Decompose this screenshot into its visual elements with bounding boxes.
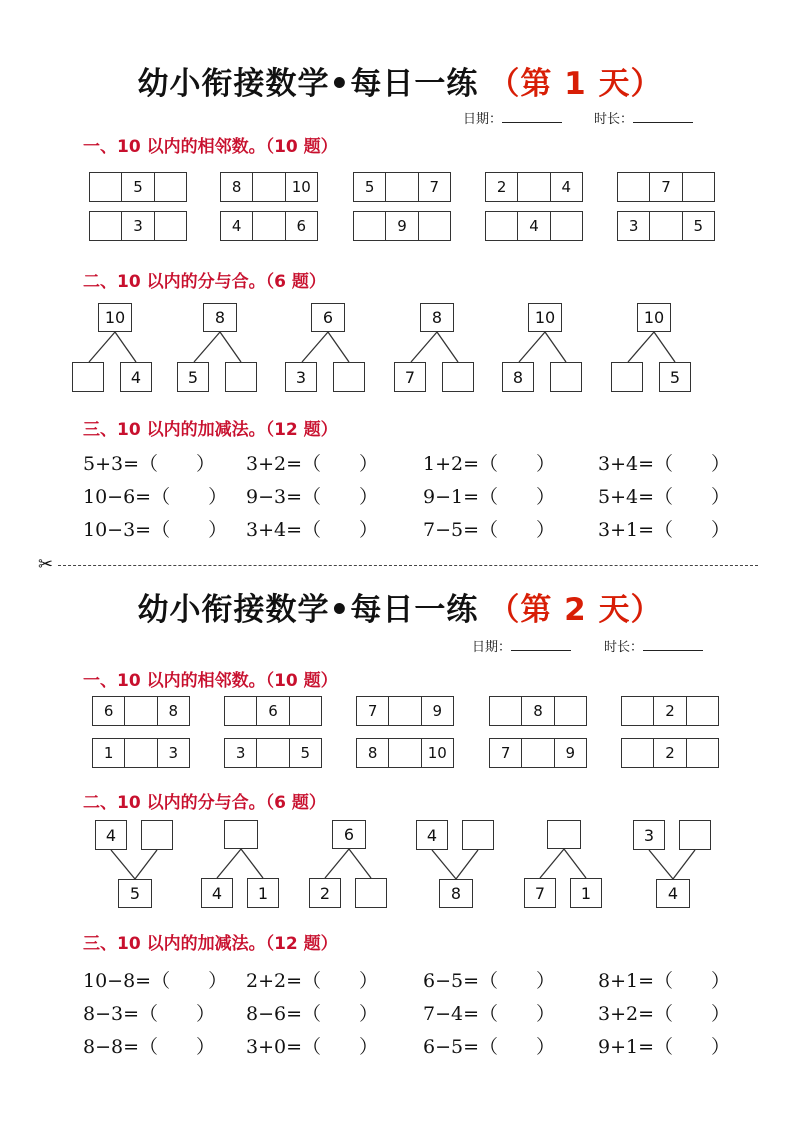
blank-cell[interactable] <box>555 697 586 725</box>
connector-line <box>628 332 654 362</box>
number-box: 4 <box>201 878 233 908</box>
connector-line <box>89 332 115 362</box>
connector-line <box>115 332 136 362</box>
number-cell: 3 <box>168 744 179 762</box>
equation-item[interactable]: 5+3=（ ） <box>83 453 216 475</box>
blank-box[interactable] <box>442 362 474 392</box>
equation-item[interactable]: 9+1=（ ） <box>598 1036 731 1058</box>
day2-title-text: 幼小衔接数学•每日一练 <box>137 592 479 628</box>
connector-line <box>194 332 220 362</box>
number-triple <box>89 172 187 202</box>
number-cell: 6 <box>93 697 125 725</box>
day1-date-field <box>463 108 562 127</box>
blank-cell[interactable] <box>687 697 718 725</box>
day1-date-label: 日期： <box>463 112 503 127</box>
blank-cell[interactable] <box>522 739 554 767</box>
blank-cell[interactable] <box>155 212 186 240</box>
blank-cell[interactable] <box>618 173 650 201</box>
blank-box[interactable] <box>225 362 257 392</box>
number-box: 5 <box>177 362 209 392</box>
number-cell: 2 <box>486 173 518 201</box>
number-triple <box>617 172 715 202</box>
cut-line <box>58 565 758 566</box>
equation-item[interactable]: 10−8=（ ） <box>83 970 228 992</box>
number-cell: 5 <box>693 217 704 235</box>
equation-item[interactable]: 3+2=（ ） <box>246 453 379 475</box>
equation-item[interactable]: 8−3=（ ） <box>83 1003 216 1025</box>
day2-title <box>0 584 800 629</box>
equation-item[interactable]: 8−8=（ ） <box>83 1036 216 1058</box>
day2-date-label: 日期： <box>472 640 512 655</box>
equation-item[interactable]: 9−3=（ ） <box>246 486 379 508</box>
number-cell: 10 <box>291 178 311 196</box>
day2-duration-label: 时长： <box>604 640 644 655</box>
number-cell: 7 <box>429 178 440 196</box>
blank-cell[interactable] <box>389 739 421 767</box>
equation-item[interactable]: 10−6=（ ） <box>83 486 228 508</box>
day2-section1-title: 一、10 以内的相邻数。（10 题） <box>83 671 338 691</box>
number-cell: 3 <box>225 739 257 767</box>
connector-line <box>111 850 135 879</box>
day1-date-blank[interactable] <box>502 110 562 123</box>
day1-section1-title: 一、10 以内的相邻数。（10 题） <box>83 137 338 157</box>
number-cell: 4 <box>221 212 253 240</box>
number-cell: 8 <box>522 697 554 725</box>
number-cell: 8 <box>168 702 179 720</box>
blank-cell[interactable] <box>125 697 157 725</box>
number-box: 6 <box>332 820 366 849</box>
number-cell: 9 <box>386 212 418 240</box>
number-box: 4 <box>656 879 690 908</box>
blank-box[interactable] <box>333 362 365 392</box>
number-triple <box>224 738 322 768</box>
number-cell: 4 <box>561 178 572 196</box>
number-cell: 5 <box>300 744 311 762</box>
day1-title-text: 幼小衔接数学•每日一练 <box>137 66 479 102</box>
blank-cell[interactable] <box>622 739 654 767</box>
number-box: 5 <box>118 879 152 908</box>
number-cell: 5 <box>122 173 154 201</box>
number-box: 10 <box>528 303 562 332</box>
blank-cell[interactable] <box>386 173 418 201</box>
equation-item[interactable]: 3+0=（ ） <box>246 1036 379 1058</box>
number-cell: 9 <box>565 744 576 762</box>
equation-item[interactable]: 7−5=（ ） <box>423 519 556 541</box>
blank-box[interactable] <box>611 362 643 392</box>
equation-item[interactable]: 1+2=（ ） <box>423 453 556 475</box>
blank-cell[interactable] <box>486 212 518 240</box>
number-cell: 7 <box>490 739 522 767</box>
blank-cell[interactable] <box>622 697 654 725</box>
equation-item[interactable]: 10−3=（ ） <box>83 519 228 541</box>
day1-day-label: （第 1 天） <box>488 66 663 102</box>
equation-item[interactable]: 8+1=（ ） <box>598 970 731 992</box>
day2-duration-field <box>604 636 703 655</box>
blank-box[interactable] <box>224 820 258 849</box>
connector-line <box>328 332 349 362</box>
number-box: 10 <box>637 303 671 332</box>
day2-section3-title: 三、10 以内的加减法。（12 题） <box>83 934 338 954</box>
number-cell: 4 <box>518 212 550 240</box>
number-cell: 2 <box>654 739 686 767</box>
number-box: 2 <box>309 878 341 908</box>
number-triple <box>92 738 190 768</box>
equation-item[interactable]: 8−6=（ ） <box>246 1003 379 1025</box>
number-triple <box>489 738 587 768</box>
day2-date-blank[interactable] <box>511 638 571 651</box>
number-box: 6 <box>311 303 345 332</box>
connector-line <box>302 332 328 362</box>
blank-cell[interactable] <box>225 697 257 725</box>
number-box: 4 <box>120 362 152 392</box>
number-box: 8 <box>502 362 534 392</box>
equation-item[interactable]: 6−5=（ ） <box>423 970 556 992</box>
blank-cell[interactable] <box>419 212 450 240</box>
connector-line <box>411 332 437 362</box>
connector-line <box>456 850 478 879</box>
equation-item[interactable]: 5+4=（ ） <box>598 486 731 508</box>
number-cell: 1 <box>93 739 125 767</box>
connector-line <box>673 850 695 879</box>
connector-line <box>325 849 349 878</box>
blank-cell[interactable] <box>687 739 718 767</box>
connector-line <box>220 332 241 362</box>
day1-section2-title: 二、10 以内的分与合。（6 题） <box>83 272 326 292</box>
connector-line <box>545 332 566 362</box>
number-triple <box>353 172 451 202</box>
number-box: 1 <box>570 878 602 908</box>
blank-cell[interactable] <box>155 173 186 201</box>
number-box: 10 <box>98 303 132 332</box>
number-triple <box>485 211 583 241</box>
number-cell: 6 <box>257 697 289 725</box>
number-box: 1 <box>247 878 279 908</box>
equation-item[interactable]: 3+4=（ ） <box>246 519 379 541</box>
blank-cell[interactable] <box>290 697 321 725</box>
number-triple <box>92 696 190 726</box>
scissors-icon: ✂ <box>38 554 54 575</box>
number-triple <box>220 211 318 241</box>
connector-line <box>349 849 371 878</box>
connector-line <box>437 332 458 362</box>
number-cell: 6 <box>296 217 307 235</box>
equation-item[interactable]: 7−4=（ ） <box>423 1003 556 1025</box>
day2-date-field <box>472 636 571 655</box>
blank-cell[interactable] <box>518 173 550 201</box>
number-triple <box>356 696 454 726</box>
number-cell: 3 <box>122 212 154 240</box>
blank-box[interactable] <box>679 820 711 850</box>
equation-item[interactable]: 3+4=（ ） <box>598 453 731 475</box>
blank-cell[interactable] <box>354 212 386 240</box>
number-cell: 7 <box>650 173 682 201</box>
connector-line <box>217 849 241 878</box>
connector-line <box>241 849 263 878</box>
blank-box[interactable] <box>355 878 387 908</box>
number-box: 3 <box>285 362 317 392</box>
number-box: 3 <box>633 820 665 850</box>
connector-line <box>540 849 564 878</box>
day1-duration-blank[interactable] <box>633 110 693 123</box>
number-box: 7 <box>524 878 556 908</box>
equation-item[interactable]: 3+2=（ ） <box>598 1003 731 1025</box>
blank-box[interactable] <box>550 362 582 392</box>
blank-cell[interactable] <box>125 739 157 767</box>
blank-cell[interactable] <box>683 173 714 201</box>
blank-box[interactable] <box>141 820 173 850</box>
blank-cell[interactable] <box>253 173 285 201</box>
number-box: 5 <box>659 362 691 392</box>
number-box: 8 <box>420 303 454 332</box>
equation-item[interactable]: 3+1=（ ） <box>598 519 731 541</box>
equation-item[interactable]: 9−1=（ ） <box>423 486 556 508</box>
connector-line <box>654 332 675 362</box>
number-cell: 2 <box>654 697 686 725</box>
blank-box[interactable] <box>462 820 494 850</box>
number-triple <box>621 696 719 726</box>
number-cell: 10 <box>427 744 447 762</box>
blank-cell[interactable] <box>490 697 522 725</box>
day2-section2-title: 二、10 以内的分与合。（6 题） <box>83 793 326 813</box>
number-triple <box>89 211 187 241</box>
number-triple <box>485 172 583 202</box>
equation-item[interactable]: 6−5=（ ） <box>423 1036 556 1058</box>
number-triple <box>220 172 318 202</box>
number-triple <box>621 738 719 768</box>
blank-box[interactable] <box>547 820 581 849</box>
blank-cell[interactable] <box>90 173 122 201</box>
connector-line <box>135 850 157 879</box>
day1-duration-field <box>594 108 693 127</box>
equation-item[interactable]: 2+2=（ ） <box>246 970 379 992</box>
number-cell: 9 <box>432 702 443 720</box>
number-box: 4 <box>416 820 448 850</box>
day1-duration-label: 时长： <box>594 112 634 127</box>
number-triple <box>356 738 454 768</box>
day1-section3-title: 三、10 以内的加减法。（12 题） <box>83 420 338 440</box>
number-cell: 7 <box>357 697 389 725</box>
number-cell: 8 <box>357 739 389 767</box>
number-box: 4 <box>95 820 127 850</box>
connector-line <box>649 850 673 879</box>
number-box: 7 <box>394 362 426 392</box>
blank-cell[interactable] <box>253 212 285 240</box>
blank-cell[interactable] <box>90 212 122 240</box>
number-triple <box>353 211 451 241</box>
connector-line <box>564 849 586 878</box>
number-triple <box>617 211 715 241</box>
blank-box[interactable] <box>72 362 104 392</box>
day2-day-label: （第 2 天） <box>488 592 663 628</box>
number-cell: 3 <box>618 212 650 240</box>
blank-cell[interactable] <box>389 697 421 725</box>
blank-cell[interactable] <box>650 212 682 240</box>
day1-title <box>0 58 800 103</box>
number-triple <box>224 696 322 726</box>
connector-line <box>432 850 456 879</box>
connector-line <box>519 332 545 362</box>
number-triple <box>489 696 587 726</box>
blank-cell[interactable] <box>257 739 289 767</box>
number-box: 8 <box>203 303 237 332</box>
number-box: 8 <box>439 879 473 908</box>
day2-duration-blank[interactable] <box>643 638 703 651</box>
number-cell: 5 <box>354 173 386 201</box>
blank-cell[interactable] <box>551 212 582 240</box>
number-cell: 8 <box>221 173 253 201</box>
